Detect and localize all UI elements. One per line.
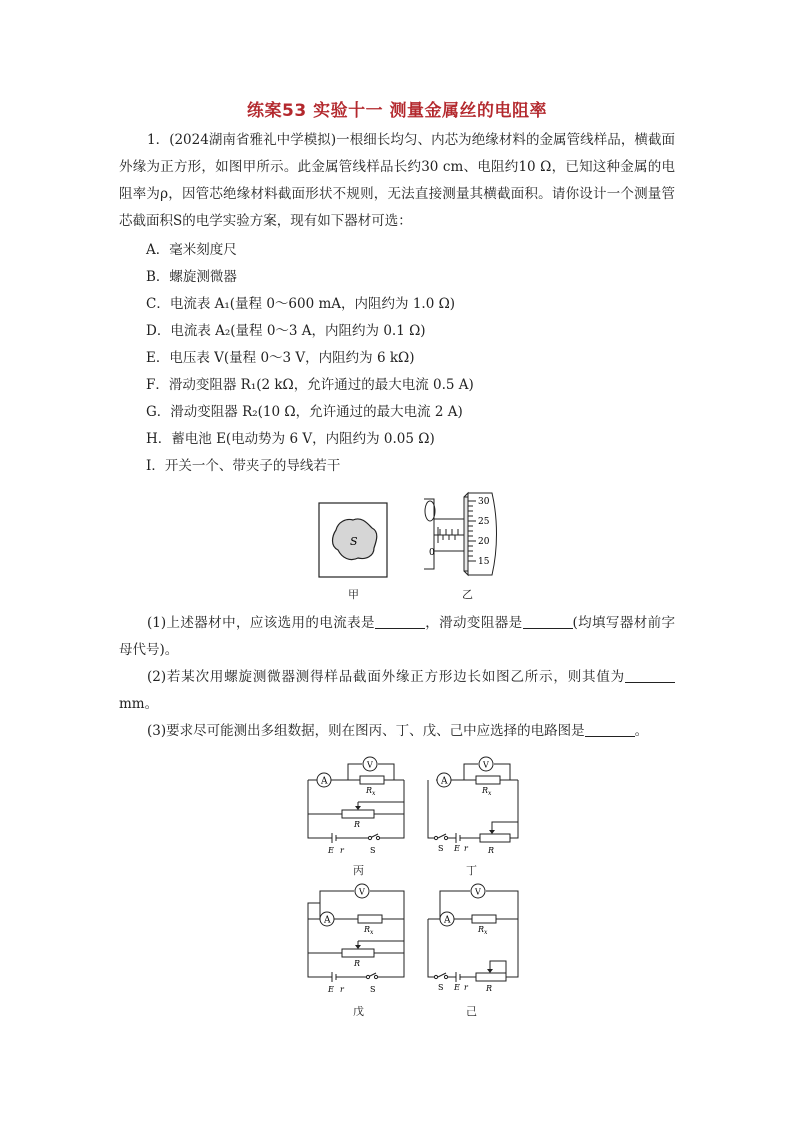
ammeter-symbol: A [441, 776, 448, 787]
voltmeter-symbol: V [367, 760, 373, 770]
rx-label: $R_x$ [366, 786, 376, 797]
q2-text-b: mm。 [119, 696, 159, 712]
figure-yi-micrometer [420, 489, 500, 579]
option-h: H．蓄电池 E(电动势为 6 V，内阻约为 0.05 Ω) [146, 431, 435, 447]
rx-label: $R_x$ [364, 925, 374, 936]
answer-blank-rheostat[interactable] [523, 614, 573, 629]
rheostat-label: R [354, 820, 361, 829]
emf-label: E [328, 985, 334, 994]
answer-blank-circuit[interactable] [585, 722, 635, 737]
page-title: 练案53 实验十一 测量金属丝的电阻率 [247, 101, 547, 121]
internal-r-label: r [464, 844, 468, 853]
circuit-wu-caption: 戊 [353, 1005, 364, 1018]
switch-label: S [370, 846, 376, 855]
ammeter-symbol: A [444, 915, 451, 926]
answer-blank-ammeter[interactable] [375, 614, 425, 629]
thimble-label-25: 25 [478, 517, 490, 527]
internal-r-label: r [340, 846, 344, 855]
rheostat-label: R [354, 959, 361, 968]
rheostat-label: R [486, 984, 493, 993]
option-f: F．滑动变阻器 R₁(2 kΩ，允许通过的最大电流 0.5 A) [146, 377, 474, 393]
thimble-label-20: 20 [478, 537, 490, 547]
figure-jia-caption: 甲 [348, 588, 359, 601]
micrometer-zero-label: 0 [429, 548, 435, 558]
option-i: I．开关一个、带夹子的导线若干 [146, 458, 341, 474]
sample-area-label: S [350, 535, 358, 548]
q2-text-a: (2)若某次用螺旋测微器测得样品截面外缘正方形边长如图乙所示，则其值为 [147, 669, 625, 685]
thimble-label-15: 15 [478, 557, 490, 567]
q3-text-a: (3)要求尽可能测出多组数据，则在图丙、丁、戊、己中应选择的电路图是 [147, 723, 585, 739]
emf-label: E [454, 844, 460, 853]
circuit-ji [424, 883, 524, 995]
ammeter-symbol: A [324, 915, 331, 926]
internal-r-label: r [464, 983, 468, 992]
option-d: D．电流表 A₂(量程 0～3 A，内阻约为 0.1 Ω) [146, 323, 426, 339]
q3-text-b: 。 [634, 723, 649, 739]
switch-label: S [370, 985, 376, 994]
circuit-ji-caption: 己 [466, 1005, 477, 1018]
option-g: G．滑动变阻器 R₂(10 Ω，允许通过的最大电流 2 A) [146, 404, 463, 420]
voltmeter-symbol: V [475, 887, 481, 897]
q1-text-a: (1)上述器材中，应该选用的电流表是 [147, 615, 375, 631]
rheostat-label: R [488, 846, 495, 855]
figure-yi-caption: 乙 [462, 588, 473, 601]
answer-blank-length[interactable] [625, 668, 675, 683]
emf-label: E [328, 846, 334, 855]
thimble-label-30: 30 [478, 497, 490, 507]
q1-text-c: (均填写器材前字母代号)。 [119, 615, 675, 658]
voltmeter-symbol: V [483, 760, 489, 770]
switch-label: S [438, 983, 444, 992]
option-b: B．螺旋测微器 [146, 269, 237, 285]
question-intro: 1．(2024湖南省雅礼中学模拟)一根细长均匀、内芯为绝缘材料的金属管线样品，横截面外缘为正方形，如图甲所示。此金属管线样品长约30 cm、电阻约10 Ω，已知这种金属的电阻率为ρ，因管芯绝缘材料截面形状不规则，无法直接测量其横截面积。请你设计一个测量管芯截面积S的电学实验方案，现有如下器材可选： [119, 132, 675, 229]
option-e: E．电压表 V(量程 0～3 V，内阻约为 6 kΩ) [146, 350, 415, 366]
internal-r-label: r [340, 985, 344, 994]
ammeter-symbol: A [321, 776, 328, 787]
voltmeter-symbol: V [359, 887, 365, 897]
option-a: A．毫米刻度尺 [146, 242, 237, 258]
question-3 [119, 718, 675, 745]
question-2 [119, 664, 675, 718]
circuit-ding [424, 756, 524, 856]
option-c: C．电流表 A₁(量程 0～600 mA，内阻约为 1.0 Ω) [146, 296, 456, 312]
switch-label: S [438, 844, 444, 853]
q1-text-b: ，滑动变阻器是 [424, 615, 523, 631]
circuit-wu [304, 883, 408, 995]
question-1 [119, 610, 675, 664]
emf-label: E [454, 983, 460, 992]
circuit-bing [304, 756, 408, 856]
rx-label: $R_x$ [482, 786, 492, 797]
circuit-bing-caption: 丙 [353, 864, 364, 877]
rx-label: $R_x$ [478, 925, 488, 936]
figure-jia-sample-section [318, 502, 388, 578]
circuit-ding-caption: 丁 [466, 864, 477, 877]
